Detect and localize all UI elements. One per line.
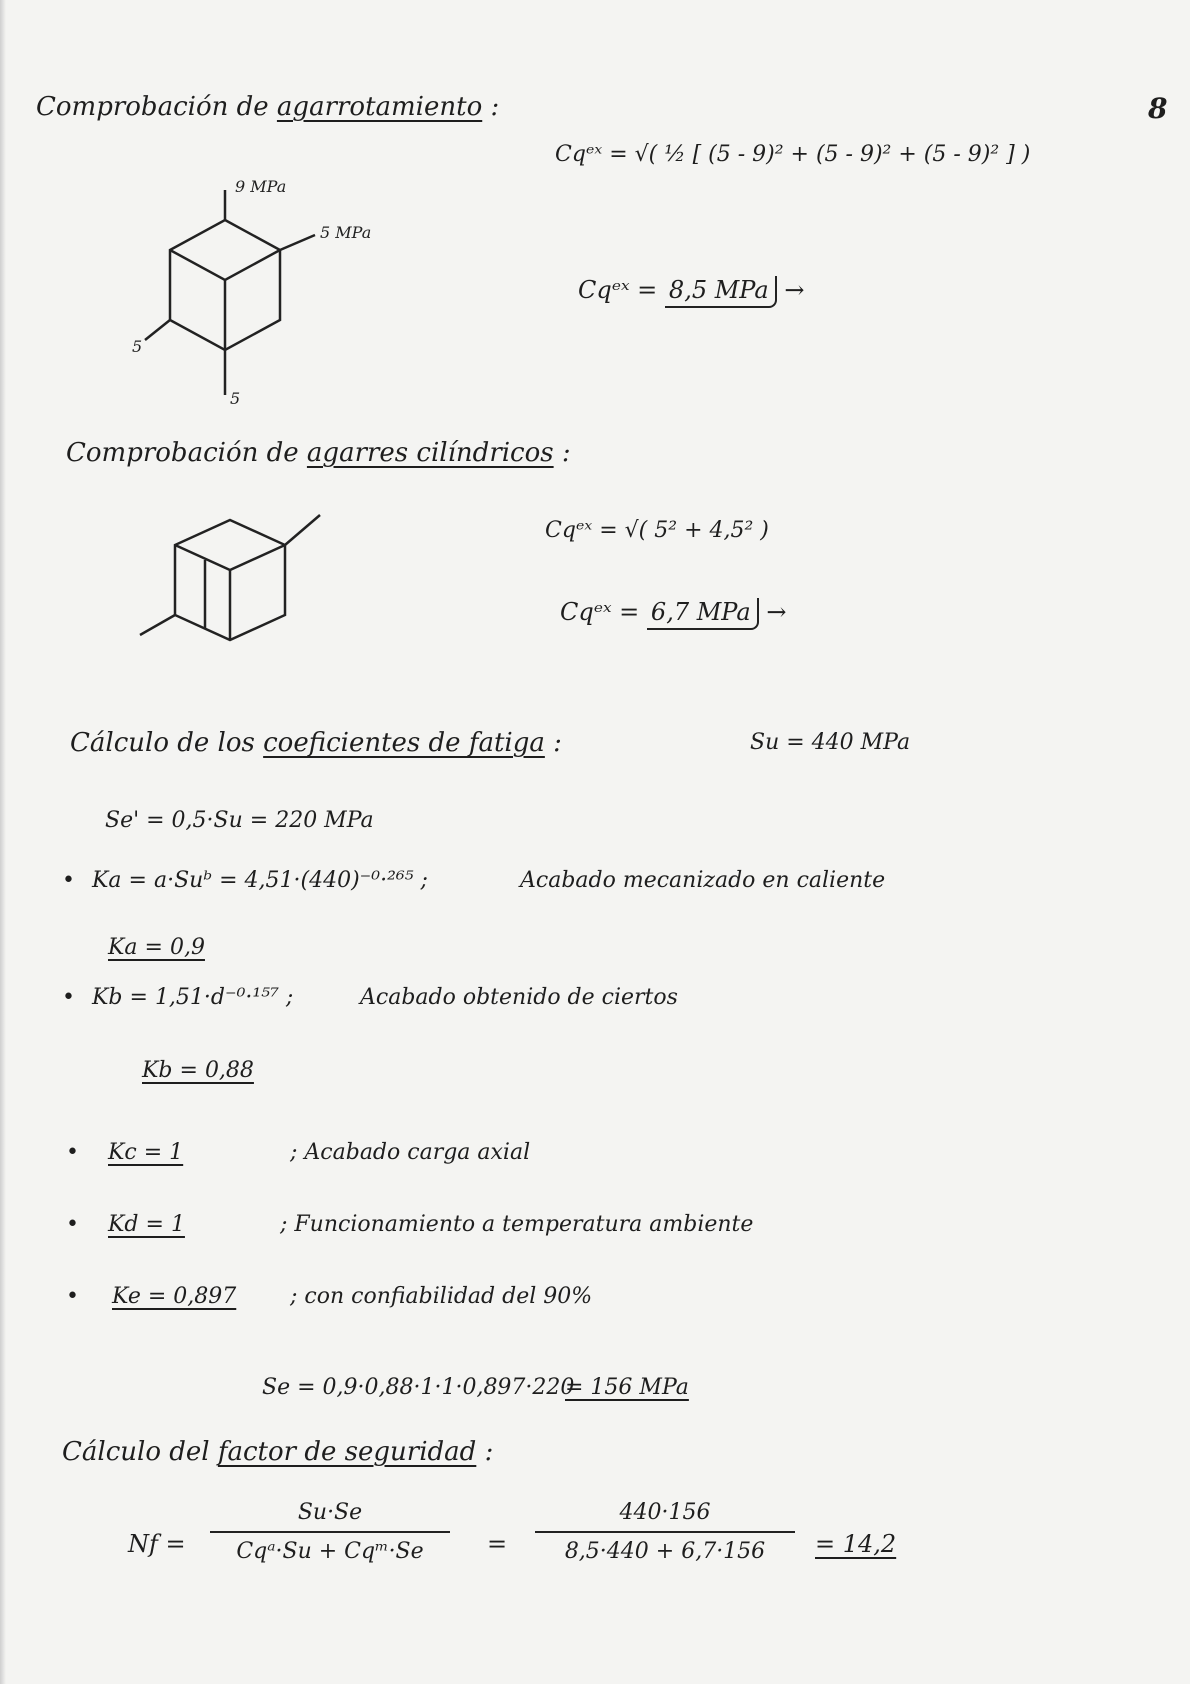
section2-result-prefix: Cqᵉˣ =: [560, 598, 640, 626]
nf-fraction-symbolic: [205, 1500, 455, 1564]
cube1-label-left: 5: [132, 337, 143, 356]
cube1-top-edge: [170, 250, 280, 280]
kc-bullet: •: [66, 1140, 79, 1165]
cube1-label-right: 5 MPa: [320, 223, 372, 242]
page-number: 8: [1148, 92, 1168, 125]
se-prime-formula: Se' = 0,5·Su = 220 MPa: [105, 808, 374, 833]
section1-title-colon: :: [490, 92, 500, 122]
kc-note: ; Acabado carga axial: [290, 1140, 531, 1165]
kb-bullet: •: [62, 985, 75, 1010]
ka-formula: Ka = a·Suᵇ = 4,51·(440)⁻⁰·²⁶⁵ ;: [92, 868, 428, 893]
section4-title-colon: :: [484, 1437, 494, 1467]
cube-diagram-1: [130, 170, 420, 410]
su-value: Su = 440 MPa: [750, 730, 911, 755]
ka-bullet: •: [62, 868, 75, 893]
ke-result: Ke = 0,897: [112, 1284, 237, 1309]
nf-denominator-symbolic: Cqᵃ·Su + Cqᵐ·Se: [236, 1539, 424, 1564]
section2-title-prefix: Comprobación de: [66, 438, 299, 468]
nf-numerator-symbolic: Su·Se: [297, 1500, 363, 1525]
kd-note: ; Funcionamiento a temperatura ambiente: [280, 1212, 754, 1237]
se-formula: Se = 0,9·0,88·1·1·0,897·220: [262, 1375, 575, 1400]
cube1-arrow-right: [280, 235, 315, 250]
nf-fraction-bar-2: [535, 1531, 795, 1533]
cube2-top-edge: [175, 545, 285, 570]
section1-result: [578, 276, 804, 304]
kc-result: Kc = 1: [108, 1140, 184, 1165]
ka-result: Ka = 0,9: [108, 935, 205, 960]
kb-note: Acabado obtenido de ciertos: [360, 985, 678, 1010]
section2-title: [66, 438, 571, 468]
nf-denominator-numeric: 8,5·440 + 6,7·156: [564, 1539, 766, 1564]
cube-diagram-2: [125, 500, 345, 670]
section4-title: [62, 1437, 493, 1467]
cube1-label-bottom: 5: [230, 389, 241, 408]
cube1-label-top: 9 MPa: [235, 177, 287, 196]
section1-result-prefix: Cqᵉˣ =: [578, 276, 658, 304]
section1-formula: Cqᵉˣ = √( ½ [ (5 - 9)² + (5 - 9)² + (5 - 9)² ] ): [555, 142, 1031, 167]
se-result: = 156 MPa: [565, 1375, 689, 1400]
section1-title-underlined: agarrotamiento: [276, 92, 483, 122]
nf-result: = 14,2: [815, 1530, 897, 1558]
section3-title-colon: :: [553, 728, 562, 758]
section3-title-underlined: coeficientes de fatiga: [263, 728, 545, 758]
kb-formula: Kb = 1,51·d⁻⁰·¹⁵⁷ ;: [92, 985, 294, 1010]
section1-title: [36, 92, 499, 122]
section3-title: [70, 728, 562, 758]
ke-note: ; con confiabilidad del 90%: [290, 1284, 593, 1309]
nf-fraction-numeric: [530, 1500, 800, 1564]
section1-result-suffix: →: [784, 276, 805, 304]
kb-result: Kb = 0,88: [142, 1058, 254, 1083]
section2-formula: Cqᵉˣ = √( 5² + 4,5² ): [545, 518, 769, 543]
nf-lhs: Nf =: [128, 1530, 186, 1558]
section4-title-prefix: Cálculo del: [62, 1437, 210, 1467]
nf-fraction-bar-1: [210, 1531, 450, 1533]
section2-result-suffix: →: [766, 598, 787, 626]
kd-bullet: •: [66, 1212, 79, 1237]
kd-result: Kd = 1: [108, 1212, 185, 1237]
cube2-arrow-left: [140, 615, 175, 635]
section2-result-value: 6,7 MPa: [647, 598, 759, 630]
section3-title-prefix: Cálculo de los: [70, 728, 255, 758]
cube1-arrow-left: [145, 320, 170, 340]
ke-bullet: •: [66, 1284, 79, 1309]
ka-note: Acabado mecanizado en caliente: [520, 868, 886, 893]
section2-title-colon: :: [561, 438, 571, 468]
cube2-arrow-right: [285, 515, 320, 545]
nf-equals: =: [487, 1530, 508, 1558]
section2-result: [560, 598, 786, 626]
section1-result-value: 8,5 MPa: [665, 276, 777, 308]
section4-title-underlined: factor de seguridad: [217, 1437, 477, 1467]
section2-title-underlined: agarres cilíndricos: [306, 438, 554, 468]
section1-title-prefix: Comprobación de: [36, 92, 269, 122]
page-edge-shadow: [0, 0, 6, 1684]
nf-numerator-numeric: 440·156: [619, 1500, 711, 1525]
